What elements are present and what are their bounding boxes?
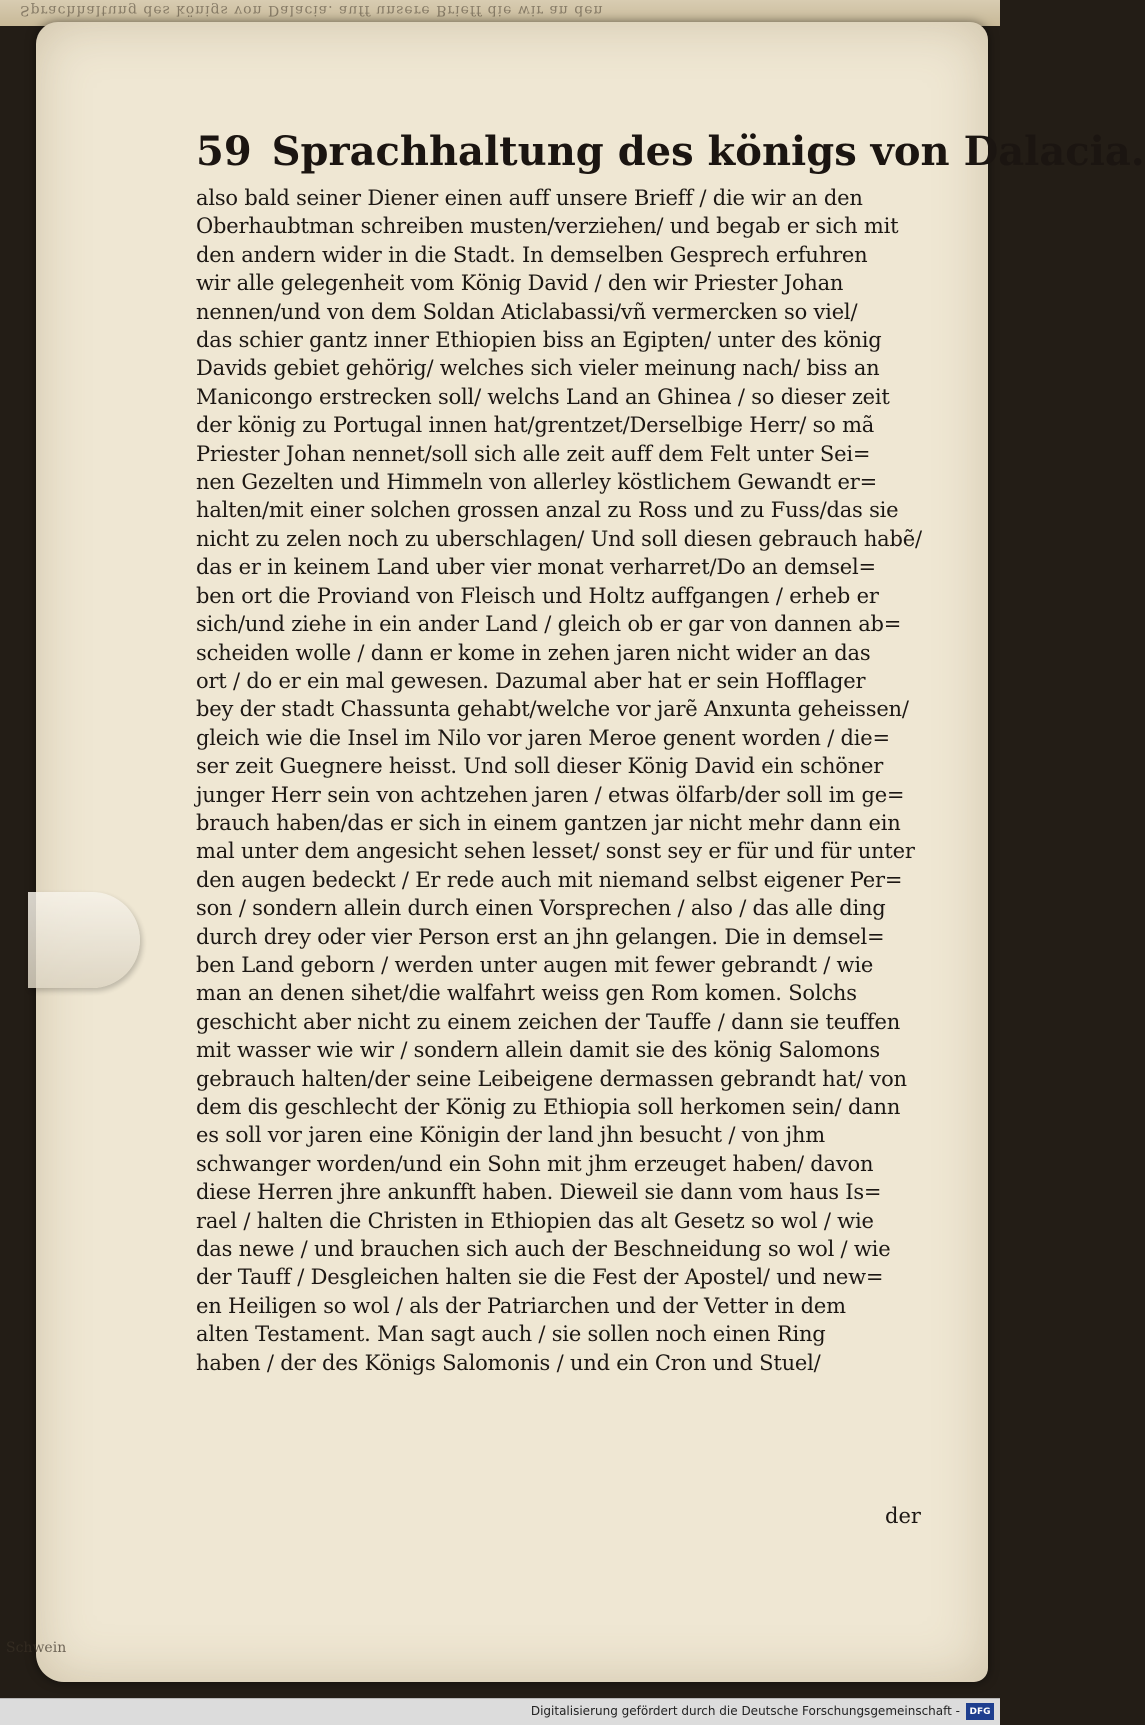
bleed-through-text: Sprachhaltung des königs von Dalacia. auff unsere Brieff die wir an den (20, 2, 604, 18)
text-line: ort / do er ein mal gewesen. Dazumal aber hat er sein Hofflager (196, 668, 866, 693)
text-line: Priester Johan nennet/soll sich alle zeit auff dem Felt unter Sei= (196, 441, 871, 466)
text-line: schwanger worden/und ein Sohn mit jhm erzeuget haben/ davon (196, 1151, 874, 1176)
catchword: der (885, 1504, 921, 1528)
text-line: das er in keinem Land uber vier monat verharret/Do an demsel= (196, 555, 876, 580)
page-number: 59 (196, 128, 252, 175)
text-line: der könig zu Portugal innen hat/grentzet/Derselbige Herr/ so mã (196, 413, 875, 438)
text-line: ser zeit Guegnere heisst. Und soll dieser König David ein schöner (196, 754, 884, 779)
text-line: nen Gezelten und Himmeln von allerley köstlichem Gewandt er= (196, 470, 877, 495)
text-line: man an denen sihet/die walfahrt weiss gen Rom komen. Solchs (196, 981, 857, 1006)
text-line: diese Herren jhre ankunfft haben. Dieweil sie dann vom haus Is= (196, 1180, 882, 1205)
text-line: brauch haben/das er sich in einem gantzen jar nicht mehr dann ein (196, 810, 901, 835)
text-line: mit wasser wie wir / sondern allein damit sie des könig Salomons (196, 1038, 880, 1063)
text-line: geschicht aber nicht zu einem zeichen der Tauffe / dann sie teuffen (196, 1009, 901, 1034)
text-line: also bald seiner Diener einen auff unsere Brieff / die wir an den (196, 186, 863, 210)
text-line: das newe / und brauchen sich auch der Beschneidung so wol / wie (196, 1237, 891, 1262)
corner-mark: Schwein (6, 1640, 67, 1656)
running-header (196, 128, 1145, 175)
dfg-logo: DFG (966, 1703, 994, 1720)
text-line: alten Testament. Man sagt auch / sie sollen noch einen Ring (196, 1322, 826, 1347)
text-line: Davids gebiet gehörig/ welches sich vieler meinung nach/ biss an (196, 356, 880, 381)
text-line: ben Land geborn / werden unter augen mit fewer gebrandt / wie (196, 952, 874, 977)
text-line: rael / halten die Christen in Ethiopien das alt Gesetz so wol / wie (196, 1208, 874, 1233)
text-line: gebrauch halten/der seine Leibeigene dermassen gebrandt hat/ von (196, 1066, 907, 1091)
text-line: es soll vor jaren eine Königin der land jhn besucht / von jhm (196, 1123, 825, 1148)
text-line: haben / der des Königs Salomonis / und ein Cron und Stuel/ (196, 1350, 821, 1375)
footer-bar (0, 1698, 1000, 1725)
text-line: halten/mit einer solchen grossen anzal zu Ross und zu Fuss/das sie (196, 498, 899, 523)
text-line: nicht zu zelen noch zu uberschlagen/ Und soll diesen gebrauch habẽ/ (196, 526, 922, 551)
text-line: das schier gantz inner Ethiopien biss an Egipten/ unter des könig (196, 328, 882, 353)
text-line: der Tauff / Desgleichen halten sie die Fest der Apostel/ und new= (196, 1265, 884, 1290)
text-line: wir alle gelegenheit vom König David / den wir Priester Johan (196, 271, 844, 296)
text-line: ben ort die Proviand von Fleisch und Holtz auffgangen / erheb er (196, 583, 879, 608)
page-fold-tab (28, 892, 140, 988)
text-line: junger Herr sein von achtzehen jaren / etwas ölfarb/der soll im ge= (196, 782, 905, 807)
text-line: mal unter dem angesicht sehen lesset/ sonst sey er für und für unter (196, 839, 915, 864)
footer-credit: Digitalisierung gefördert durch die Deutsche Forschungsgemeinschaft - (530, 1704, 960, 1718)
text-line: scheiden wolle / dann er kome in zehen jaren nicht wider an das (196, 640, 871, 665)
body-text (196, 184, 928, 1377)
text-line: son / sondern allein durch einen Vorsprechen / also / das alle ding (196, 896, 886, 921)
text-line: gleich wie die Insel im Nilo vor jaren Meroe genent worden / die= (196, 725, 890, 750)
text-line: dem dis geschlecht der König zu Ethiopia soll herkomen sein/ dann (196, 1095, 901, 1119)
text-line: Oberhaubtman schreiben musten/verziehen/ und begab er sich mit (196, 214, 899, 239)
text-line: Manicongo erstrecken soll/ welchs Land an Ghinea / so dieser zeit (196, 384, 890, 409)
text-line: den augen bedeckt / Er rede auch mit niemand selbst eigener Per= (196, 867, 903, 892)
text-line: sich/und ziehe in ein ander Land / gleich ob er gar von dannen ab= (196, 612, 902, 637)
text-line: durch drey oder vier Person erst an jhn gelangen. Die in demsel= (196, 924, 885, 949)
text-line: en Heiligen so wol / als der Patriarchen und der Vetter in dem (196, 1293, 846, 1318)
text-line: bey der stadt Chassunta gehabt/welche vor jarẽ Anxunta geheissen/ (196, 697, 909, 722)
text-line: den andern wider in die Stadt. In demselben Gesprech erfuhren (196, 242, 868, 267)
header-title: Sprachhaltung des königs von Dalacia. (271, 128, 1145, 175)
text-line: nennen/und von dem Soldan Aticlabassi/vñ vermercken so viel/ (196, 299, 858, 324)
